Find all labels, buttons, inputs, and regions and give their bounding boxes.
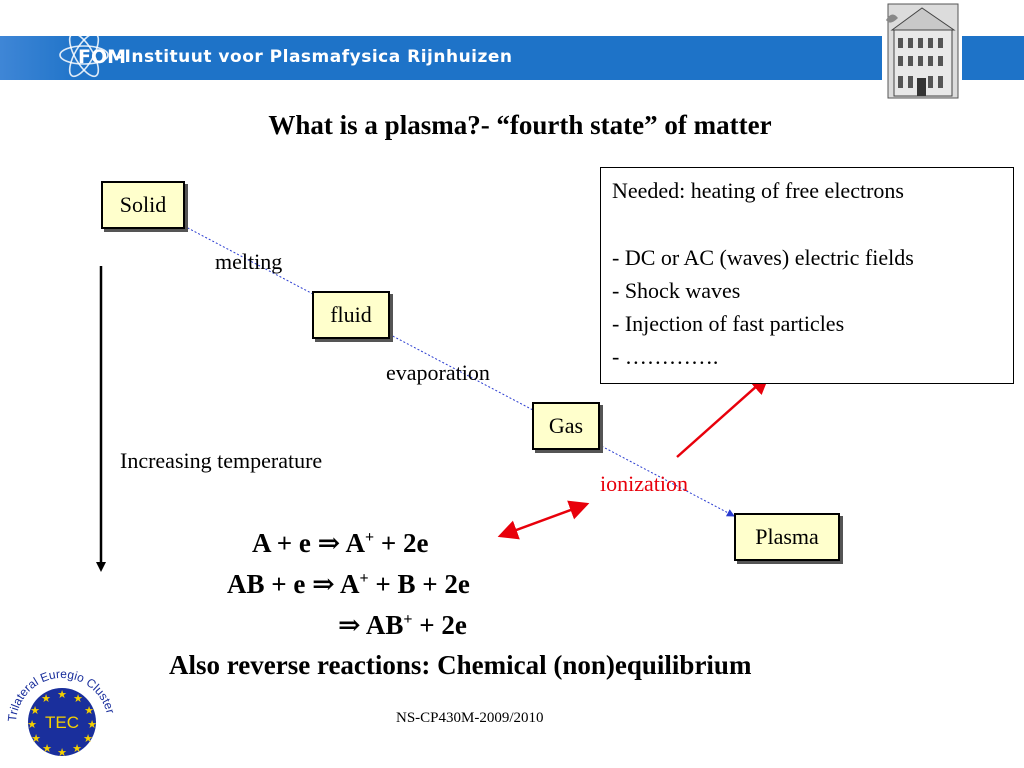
- svg-text:★: ★: [73, 692, 83, 705]
- svg-text:★: ★: [72, 742, 82, 755]
- equation-line-2: AB + e ⇒ A+ + B + 2e: [227, 569, 470, 599]
- reverse-reactions-text: Also reverse reactions: Chemical (non)equilibrium: [169, 650, 752, 680]
- label-melting: melting: [215, 249, 283, 274]
- label-ionization: ionization: [600, 471, 688, 496]
- tec-center-text: TEC: [45, 713, 79, 732]
- info-item-dc-ac: - DC or AC (waves) electric fields: [612, 245, 914, 270]
- state-box-plasma: Plasma: [734, 513, 840, 561]
- label-evaporation: evaporation: [386, 360, 490, 385]
- svg-text:★: ★: [31, 732, 41, 745]
- ionization-arrow-to-info: [677, 376, 768, 457]
- state-box-solid: Solid: [101, 181, 185, 229]
- fom-logo-text: FOM: [78, 46, 127, 68]
- ionization-arrow-to-equation: [500, 504, 587, 536]
- state-box-gas: Gas: [532, 402, 600, 450]
- svg-text:★: ★: [30, 704, 40, 717]
- svg-text:★: ★: [84, 704, 94, 717]
- svg-text:★: ★: [57, 688, 67, 701]
- svg-text:★: ★: [57, 746, 67, 759]
- info-item-injection: - Injection of fast particles: [612, 311, 845, 336]
- institute-name: -Instituut voor Plasmafysica Rijnhuizen: [117, 47, 513, 67]
- svg-text:★: ★: [87, 718, 97, 731]
- svg-text:★: ★: [41, 692, 51, 705]
- info-heading: Needed: heating of free electrons: [612, 178, 904, 203]
- svg-text:Trilateral Euregio Cluster: Trilateral Euregio Cluster: [4, 666, 118, 723]
- label-increasing-temperature: Increasing temperature: [120, 448, 323, 473]
- footer-course-code: NS-CP430M-2009/2010: [396, 710, 544, 726]
- state-box-fluid: fluid: [312, 291, 390, 339]
- slide-title: What is a plasma?- “fourth state” of matter: [268, 110, 772, 140]
- svg-text:★: ★: [42, 742, 52, 755]
- tec-emblem-icon: [4, 652, 120, 766]
- info-item-ellipsis: - ………….: [612, 344, 719, 369]
- equation-line-1: A + e ⇒ A+ + 2e: [252, 528, 429, 558]
- svg-text:★: ★: [27, 718, 37, 731]
- equation-line-3: ⇒ AB+ + 2e: [338, 610, 467, 640]
- info-item-shock: - Shock waves: [612, 278, 741, 303]
- svg-text:★: ★: [83, 732, 93, 745]
- heating-info-box: [600, 167, 1014, 384]
